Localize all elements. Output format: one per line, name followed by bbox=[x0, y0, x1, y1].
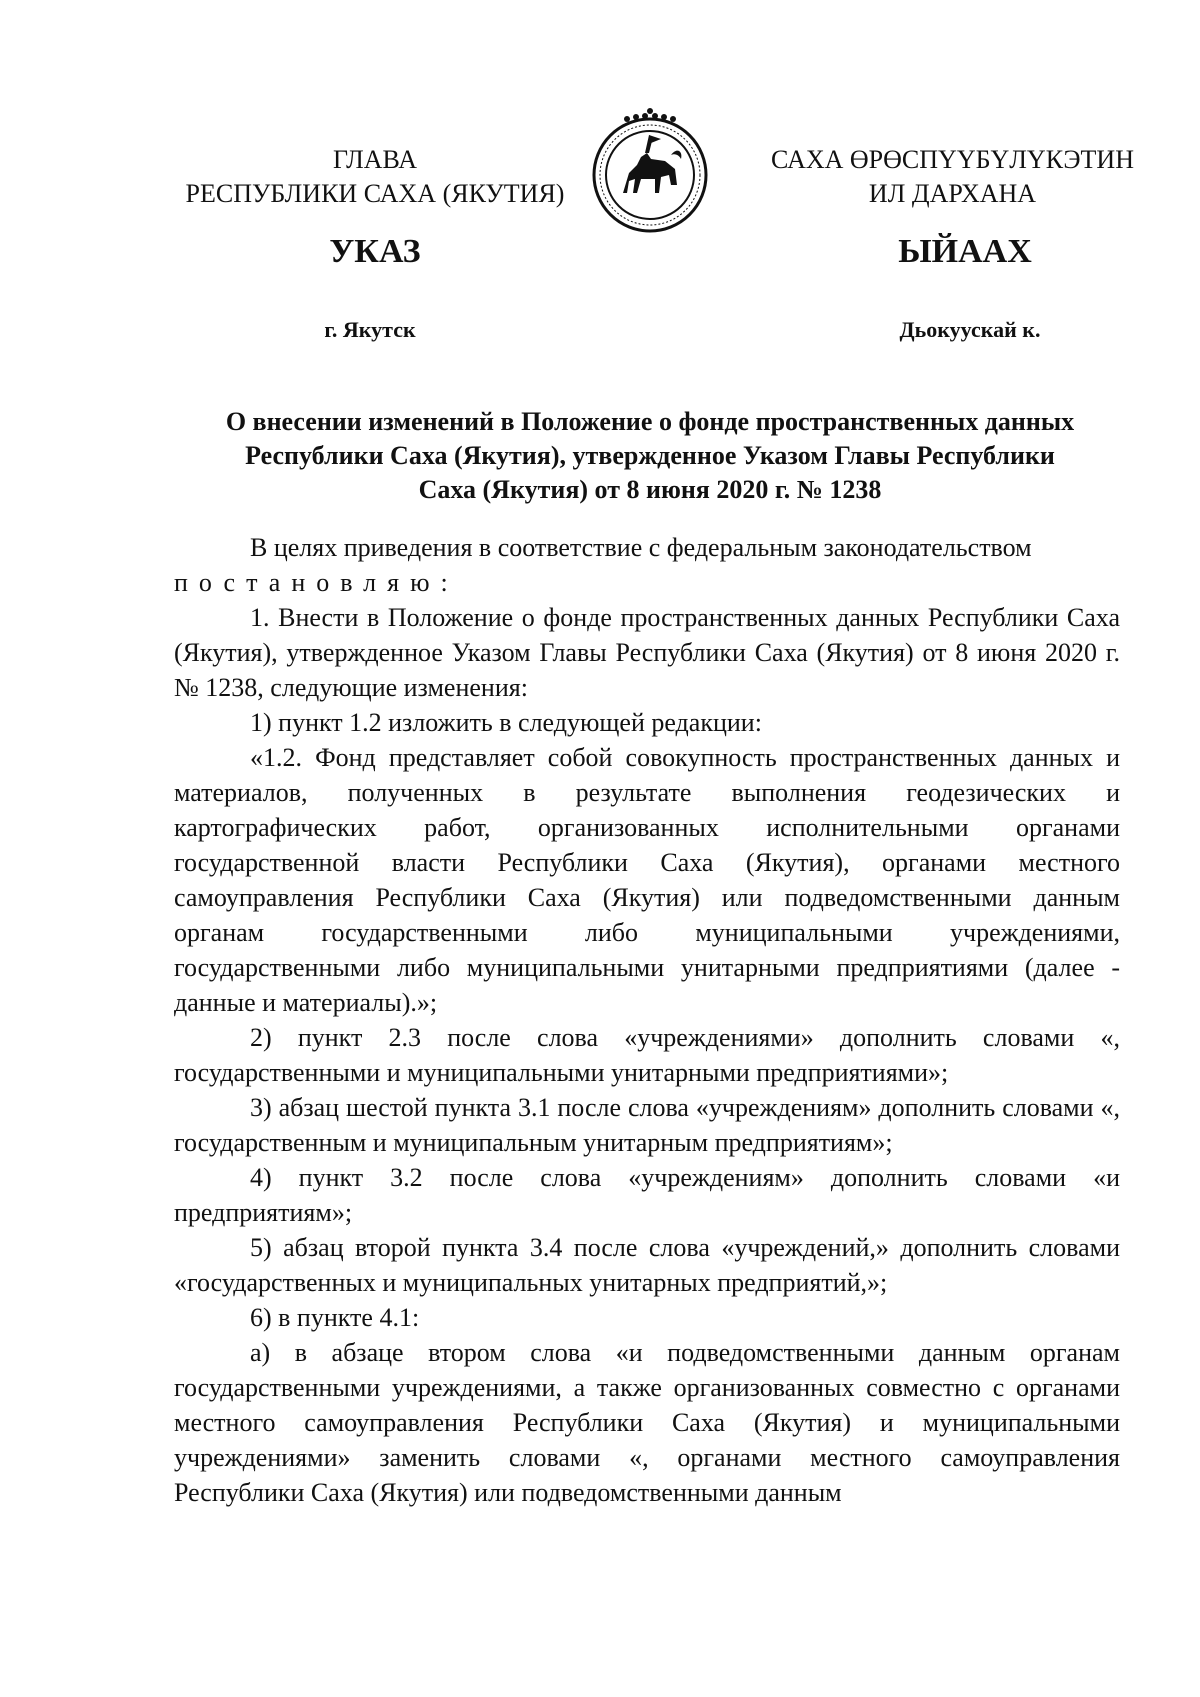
title-line-3: Саха (Якутия) от 8 июня 2020 г. № 1238 bbox=[418, 475, 882, 504]
city-sah: Дьокуускай к. bbox=[899, 317, 1041, 342]
title-line-1: О внесении изменений в Положение о фонде пространственных данных bbox=[225, 407, 1075, 436]
issuer-sah bbox=[765, 143, 1140, 211]
document-body bbox=[174, 530, 1120, 1510]
doc-type-ru: УКАЗ bbox=[329, 233, 421, 270]
paragraph-quote-1-2: «1.2. Фонд представляет собой совокупность пространственных данных и материалов, полученных в результате выполнения геодезических и картографических работ, организованных исполнительными органами государственной власти Республики Саха (Якутия), органами местного самоуправления Республики Саха (Якутия) или подведомственными данным органам государственными либо муниципальными учреждениями, государственными либо муниципальными унитарными предприятиями (далее - данные и материалы).»; bbox=[174, 743, 1120, 1017]
paragraph-subitem-5: 5) абзац второй пункта 3.4 после слова «учреждений,» дополнить словами «государственных и муниципальных унитарных предприятий,»; bbox=[174, 1233, 1120, 1297]
issuer-sah-line2: ИЛ ДАРХАНА bbox=[868, 179, 1037, 208]
coat-of-arms-icon bbox=[585, 107, 715, 235]
issuer-ru-line1: ГЛАВА bbox=[333, 145, 417, 174]
issuer-sah-line1: САХА ӨРӨСПҮҮБҮЛҮКЭТИН bbox=[771, 145, 1134, 174]
city-ru: г. Якутск bbox=[324, 317, 416, 342]
doc-type-sah: ЫЙААХ bbox=[898, 233, 1032, 270]
paragraph-subitem-6a: а) в абзаце втором слова «и подведомственными данным органам государственными учреждениями, а также организованных совместно с органами местного самоуправления Республики Саха (Якутия) и муниципальными учреждениями» заменить словами «, органами местного самоуправления Республики Саха (Якутия) или подведомственными данным bbox=[174, 1338, 1120, 1507]
paragraph-subitem-2: 2) пункт 2.3 после слова «учреждениями» дополнить словами «, государственными и муниципальными унитарными предприятиями»; bbox=[174, 1023, 1120, 1087]
paragraph-item-1: 1. Внести в Положение о фонде пространственных данных Республики Саха (Якутия), утвержденное Указом Главы Республики Саха (Якутия) от 8 июня 2020 г. № 1238, следующие изменения: bbox=[174, 603, 1120, 702]
paragraph-subitem-1: 1) пункт 1.2 изложить в следующей редакции: bbox=[250, 708, 762, 737]
issuer-ru bbox=[175, 143, 575, 211]
document-title bbox=[170, 405, 1130, 507]
title-line-2: Республики Саха (Якутия), утвержденное Указом Главы Республики bbox=[245, 441, 1055, 470]
issuer-ru-line2: РЕСПУБЛИКИ САХА (ЯКУТИЯ) bbox=[185, 179, 565, 208]
paragraph-subitem-4: 4) пункт 3.2 после слова «учреждениям» дополнить словами «и предприятиям»; bbox=[174, 1163, 1120, 1227]
paragraph-subitem-3: 3) абзац шестой пункта 3.1 после слова «учреждениям» дополнить словами «, государственным и муниципальным унитарным предприятиям»; bbox=[174, 1093, 1120, 1157]
paragraph-subitem-6: 6) в пункте 4.1: bbox=[250, 1303, 420, 1332]
decree-word: постановляю: bbox=[174, 568, 459, 597]
paragraph-preamble: В целях приведения в соответствие с федеральным законодательством bbox=[250, 533, 1032, 562]
